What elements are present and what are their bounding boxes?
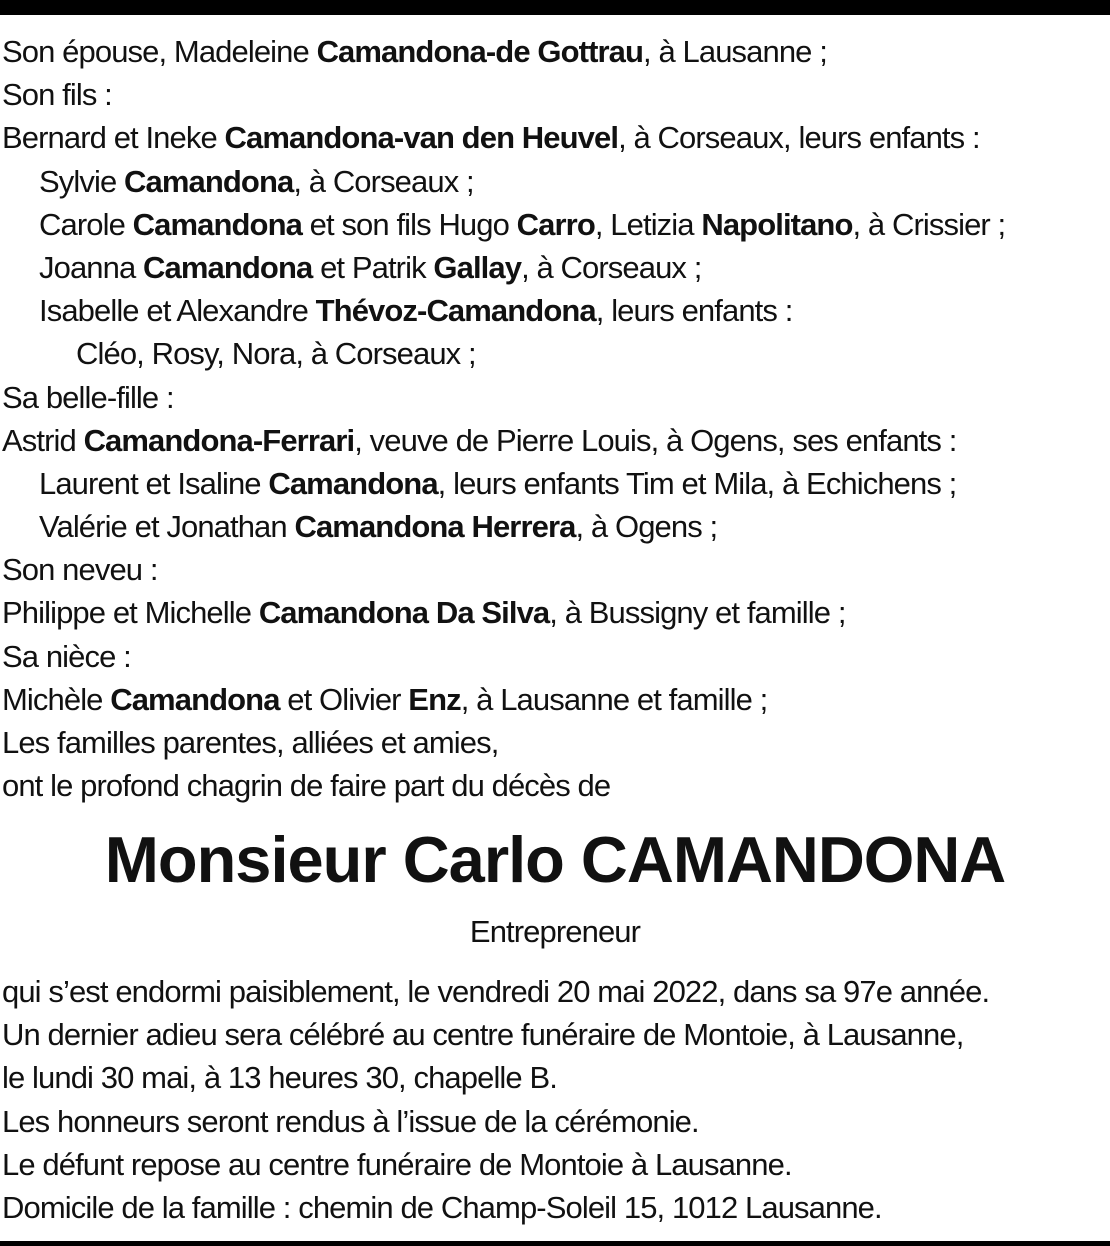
family-text: et Olivier [279,681,409,717]
family-list [2,30,1108,807]
family-surname: Camandona [143,249,313,285]
family-text: ont le profond chagrin de faire part du décès de [2,768,611,804]
family-text: , à Corseaux ; [293,163,474,199]
family-text: Astrid [2,422,84,458]
family-text: , à Bussigny et famille ; [549,595,846,631]
family-text: , veuve de Pierre Louis, à Ogens, ses enfants : [354,422,957,458]
family-line-niece-heading [2,635,1108,678]
family-text: Carole [39,206,133,242]
family-surname: Camandona [124,163,294,199]
family-surname: Napolitano [701,206,853,242]
family-surname: Enz [408,681,461,717]
family-line-grandchild-valerie [2,505,1108,548]
family-line-relatives [2,721,1108,764]
family-surname: Camandona-Ferrari [83,422,355,458]
family-text: , à Corseaux ; [521,249,702,285]
family-surname: Camandona [110,681,280,717]
family-line-daughter-in-law-heading [2,376,1108,419]
family-surname: Camandona Da Silva [258,595,550,631]
family-line-grandchild-isabelle [2,289,1108,332]
family-surname: Camandona-van den Heuvel [224,120,619,156]
family-surname: Camandona-de Gottrau [316,34,644,69]
family-text: Cléo, Rosy, Nora, à Corseaux ; [76,336,476,372]
family-text: Philippe et Michelle [2,595,259,631]
family-line-announcement [2,764,1108,807]
family-text: Bernard et Ineke [2,120,225,156]
family-text: , Letizia [594,206,702,242]
family-line-great-grandchildren [2,332,1108,375]
closing-line: le lundi 30 mai, à 13 heures 30, chapelle B. [2,1060,557,1096]
bottom-border-rule [0,1241,1110,1246]
family-text: Isabelle et Alexandre [39,293,316,329]
family-text: Michèle [2,681,111,717]
family-line-wife [2,30,1108,73]
family-surname: Gallay [433,249,522,285]
deceased-profession: Entrepreneur [469,914,641,949]
family-line-grandchild-carole [2,203,1108,246]
deceased-name: Monsieur Carlo CAMANDONA [104,823,1006,896]
family-text: Son neveu : [2,552,158,588]
ceremony-details [2,970,1108,1229]
family-surname: Camandona [132,206,302,242]
closing-line: qui s’est endormi paisiblement, le vendredi 20 mai 2022, dans sa 97e année. [2,974,990,1009]
family-text: Sa nièce : [2,638,131,674]
family-line-nephew [2,591,1108,634]
family-line-nephew-heading [2,548,1108,591]
family-text: , à Crissier ; [852,206,1006,242]
family-text: Valérie et Jonathan [39,509,295,545]
family-surname: Thévoz-Camandona [315,293,596,329]
family-line-grandchild-joanna [2,246,1108,289]
closing-line: Le défunt repose au centre funéraire de Montoie à Lausanne. [2,1146,792,1182]
family-text: , leurs enfants : [595,293,793,329]
family-line-son [2,116,1108,159]
family-line-daughter-in-law [2,419,1108,462]
family-surname: Camandona [268,465,438,501]
family-line-son-heading [2,73,1108,116]
family-text: Sa belle-fille : [2,379,174,415]
family-text: , à Ogens ; [575,509,718,545]
family-line-niece [2,678,1108,721]
family-text: Les familles parentes, alliées et amies, [2,725,499,760]
closing-line: Un dernier adieu sera célébré au centre funéraire de Montoie, à Lausanne, [2,1017,964,1053]
family-text: Son épouse, Madeleine [2,34,317,69]
family-line-grandchild-laurent [2,462,1108,505]
family-text: , leurs enfants Tim et Mila, à Echichens ; [437,465,957,501]
family-surname: Carro [516,206,595,242]
closing-line: Les honneurs seront rendus à l’issue de la cérémonie. [2,1103,699,1139]
family-text: , à Corseaux, leurs enfants : [618,120,980,156]
family-text: Son fils : [2,77,112,113]
family-text: et Patrik [312,249,434,285]
family-text: et son fils Hugo [301,206,517,242]
family-text: Sylvie [39,163,125,199]
family-text: , à Lausanne et famille ; [460,681,768,717]
family-text: Laurent et Isaline [39,465,269,501]
family-text: Joanna [39,249,144,285]
top-border-rule [0,0,1110,15]
family-surname: Camandona Herrera [294,509,576,545]
closing-line: Domicile de la famille : chemin de Champ-Soleil 15, 1012 Lausanne. [2,1189,882,1225]
family-line-grandchild-sylvie [2,160,1108,203]
family-text: , à Lausanne ; [643,34,827,69]
